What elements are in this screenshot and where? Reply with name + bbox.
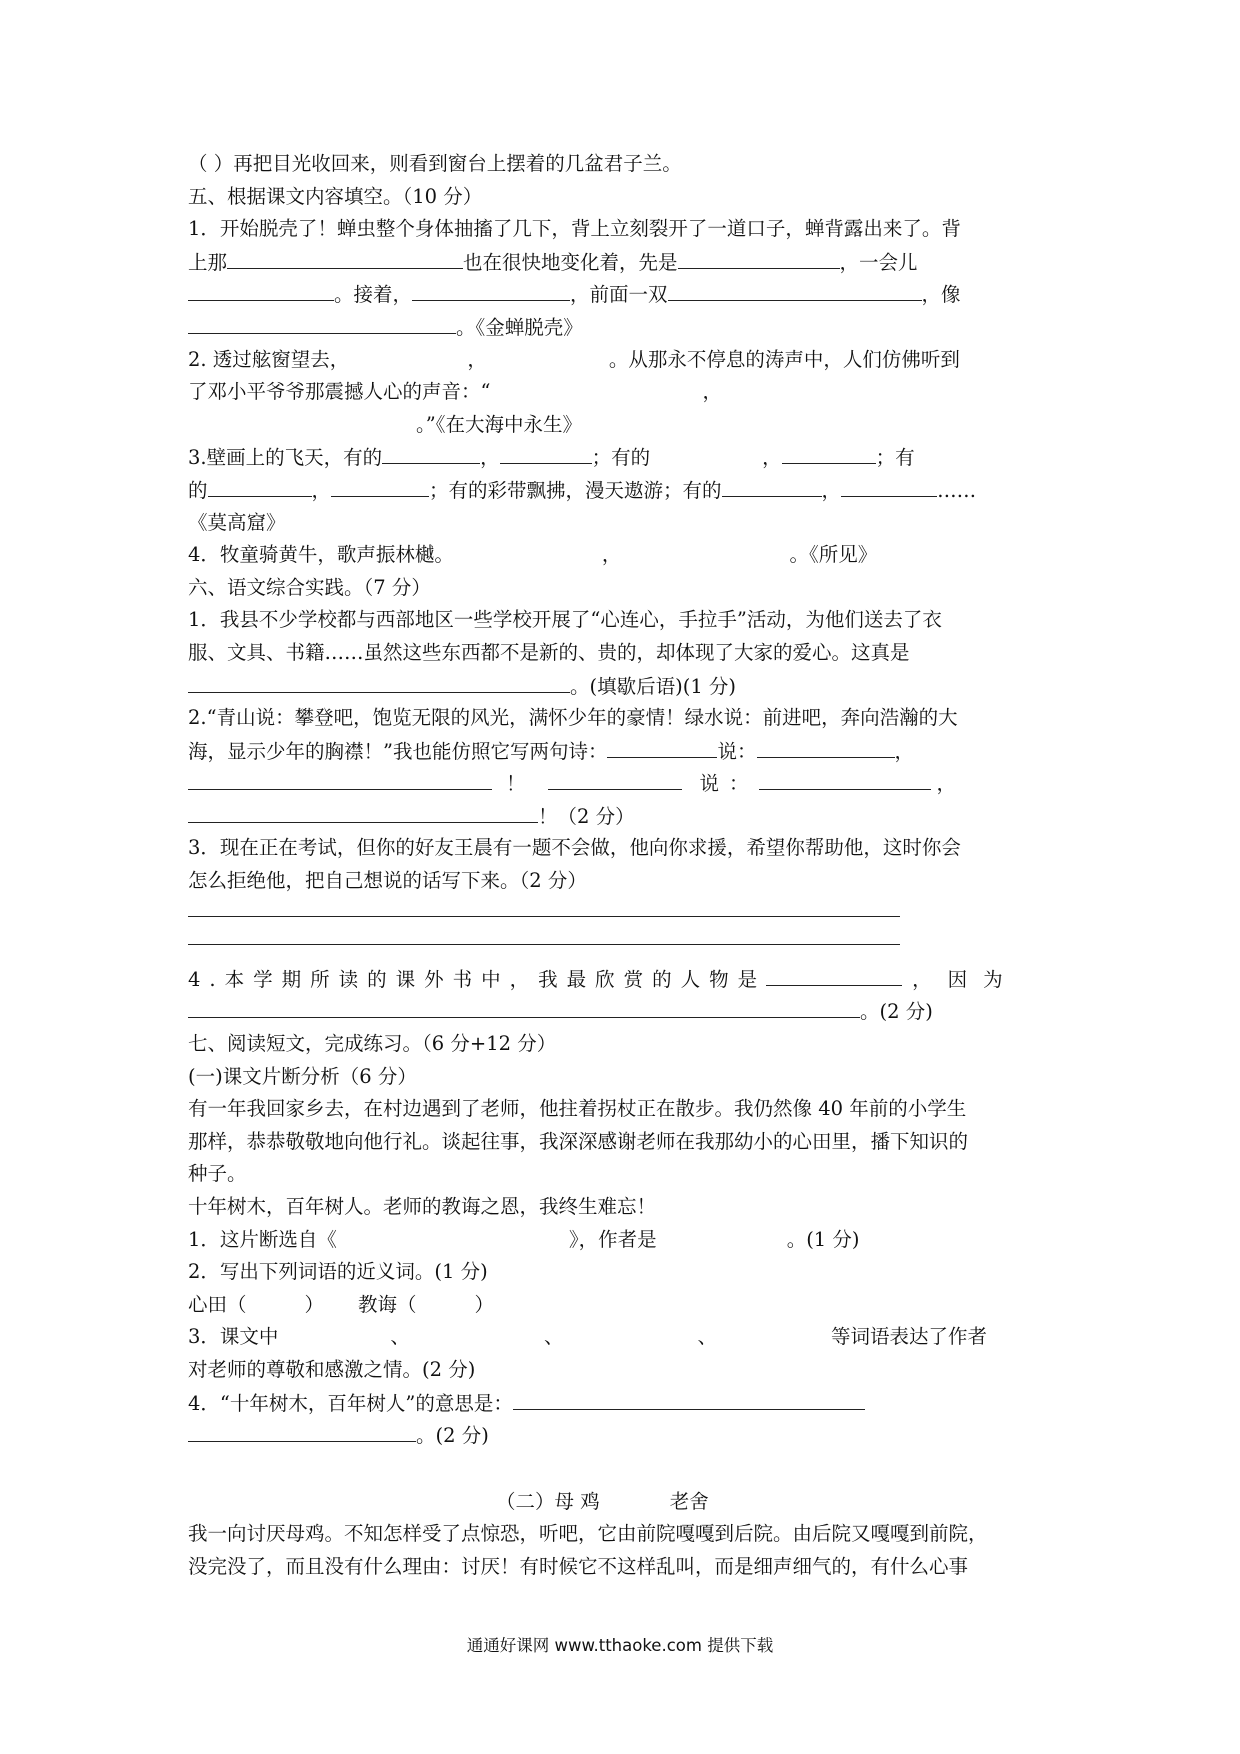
practice-2-line xyxy=(188,735,1058,768)
text: 服、文具、书籍……虽然这些东西都不是新的、贵的，却体现了大家的爱心。这真是 xyxy=(188,640,910,664)
text: 说 xyxy=(699,772,720,796)
text: ；有的彩带飘拂，漫天遨游；有的 xyxy=(429,478,722,502)
text: 3．课文中 xyxy=(188,1325,279,1349)
text: ！ xyxy=(506,772,526,796)
text: 五、根据课文内容填空。（10 分） xyxy=(188,184,483,208)
reading-question-2 xyxy=(188,1256,1058,1289)
answer-blank[interactable] xyxy=(331,474,429,497)
text: ，一会儿 xyxy=(839,250,918,274)
text: 。从那永不停息的涛声中，人们仿佛听到 xyxy=(608,347,960,371)
passage-line xyxy=(188,1518,1058,1551)
question-1-line xyxy=(188,278,1058,311)
question-1-line xyxy=(188,246,1058,279)
text: ） xyxy=(304,1292,325,1316)
text: 。《所见》 xyxy=(789,543,878,567)
text: （ ）再把目光收回来，则看到窗台上摆着的几盆君子兰。 xyxy=(188,152,682,175)
text: 》，作者是 xyxy=(568,1227,657,1251)
text: 教诲（ xyxy=(358,1292,417,1316)
question-3-line xyxy=(188,474,1058,507)
answer-blank[interactable] xyxy=(841,474,937,497)
subsection-title xyxy=(188,1061,1058,1094)
text: 种子。 xyxy=(188,1162,247,1186)
text: ， xyxy=(467,347,487,371)
text: 。(2 分) xyxy=(860,1000,933,1024)
reading-question-1 xyxy=(188,1224,1058,1257)
text: ， xyxy=(702,380,722,404)
text: 七、阅读短文，完成练习。（6 分+12 分） xyxy=(188,1032,557,1056)
text: 2. 透过舷窗望去， xyxy=(188,347,350,371)
text: (一)课文片断分析（6 分） xyxy=(188,1064,417,1088)
passage-title-text: （二）母 鸡 xyxy=(496,1489,600,1513)
practice-3-line xyxy=(188,832,1058,865)
question-3-line xyxy=(188,507,1058,540)
answer-blank[interactable] xyxy=(668,278,922,301)
text: ） xyxy=(474,1292,495,1316)
practice-2-line xyxy=(188,702,1058,735)
text: 。(1 分) xyxy=(786,1227,860,1251)
answer-blank[interactable] xyxy=(227,246,463,269)
text: 《莫高窟》 xyxy=(188,510,286,534)
section-title xyxy=(188,1028,1058,1061)
answer-blank[interactable] xyxy=(782,441,876,464)
answer-blank[interactable] xyxy=(500,441,592,464)
question-1-line xyxy=(188,213,1058,246)
text: ， xyxy=(480,446,500,470)
reading-line xyxy=(188,1191,1058,1224)
text: 十年树木，百年树人。老师的教诲之恩，我终生难忘！ xyxy=(188,1195,657,1218)
text: 3.壁画上的飞天，有的 xyxy=(188,446,383,470)
text: ！（2 分） xyxy=(538,804,635,828)
text: 。(填歇后语)(1 分) xyxy=(570,674,737,698)
answer-blank[interactable] xyxy=(412,278,570,301)
answer-blank[interactable] xyxy=(513,1387,865,1410)
text: 的 xyxy=(188,478,208,502)
text: ；有的 xyxy=(591,446,651,470)
practice-1-line xyxy=(188,637,1058,670)
text: 4．牧童骑黄牛，歌声振林樾。 xyxy=(188,543,454,567)
answer-blank[interactable] xyxy=(188,670,570,693)
answer-blank[interactable] xyxy=(757,735,895,758)
practice-3-line xyxy=(188,865,1058,898)
text: 、 xyxy=(543,1325,564,1349)
text: ，因为 xyxy=(912,967,1019,991)
text: 、 xyxy=(390,1325,410,1349)
answer-rule-line[interactable] xyxy=(188,930,1058,963)
text: 。”《在大海中永生》 xyxy=(416,412,582,436)
text: 没完没了，而且没有什么理由：讨厌！有时候它不这样乱叫，而是细声细气的，有什么心事 xyxy=(188,1554,969,1578)
text: 。《金蝉脱壳》 xyxy=(456,315,583,339)
reading-question-3 xyxy=(188,1354,1058,1387)
text: 那样，恭恭敬敬地向他行礼。谈起往事，我深深感谢老师在我那幼小的心田里，播下知识的 xyxy=(188,1129,969,1153)
answer-blank[interactable] xyxy=(678,246,840,269)
question-4-line xyxy=(188,539,1058,572)
answer-blank[interactable] xyxy=(188,995,860,1018)
passage-line xyxy=(188,1551,1058,1584)
text: ， xyxy=(821,478,842,502)
answer-blank[interactable] xyxy=(188,800,538,823)
text: ， xyxy=(601,543,622,567)
text: 心田（ xyxy=(188,1292,247,1316)
text: …… xyxy=(937,478,977,502)
practice-2-line xyxy=(188,800,1058,833)
reading-question-4 xyxy=(188,1387,1058,1420)
passage-title xyxy=(188,1486,1058,1519)
section-title xyxy=(188,181,1058,214)
reading-question-4 xyxy=(188,1419,1058,1452)
exam-page xyxy=(188,148,1058,1584)
reading-question-3 xyxy=(188,1321,1058,1354)
practice-1-line xyxy=(188,604,1058,637)
answer-rule-line[interactable] xyxy=(188,898,1058,931)
text: 上那 xyxy=(188,250,228,274)
text: 六、语文综合实践。（7 分） xyxy=(188,575,431,599)
answer-blank[interactable] xyxy=(607,735,717,758)
section-title xyxy=(188,572,1058,605)
text: ， xyxy=(311,478,332,502)
reading-line xyxy=(188,1093,1058,1126)
question-1-line xyxy=(188,311,1058,344)
reading-line xyxy=(188,1158,1058,1191)
practice-4-line xyxy=(188,963,1058,996)
text: 说： xyxy=(717,739,757,763)
question-2-line xyxy=(188,344,1058,377)
text: 1．我县不少学校都与西部地区一些学校开展了“心连心，手拉手”活动，为他们送去了衣 xyxy=(188,608,942,632)
text: 4.本学期所读的课外书中，我最欣赏的人物是 xyxy=(188,967,767,991)
text: 4．“十年树木，百年树人”的意思是： xyxy=(188,1391,513,1415)
text: 也在很快地变化着，先是 xyxy=(463,250,678,274)
text: 对老师的尊敬和感激之情。(2 分) xyxy=(188,1357,476,1381)
text: ： xyxy=(729,772,749,796)
text-line xyxy=(188,148,1058,181)
text: 2.“青山说：攀登吧，饱览无限的风光，满怀少年的豪情！绿水说：前进吧，奔向浩瀚的大 xyxy=(188,706,958,730)
answer-blank[interactable] xyxy=(766,963,902,986)
answer-blank[interactable] xyxy=(188,278,334,301)
question-3-line xyxy=(188,441,1058,474)
text: 3．现在正在考试，但你的好友王晨有一题不会做，他向你求援，希望你帮助他，这时你会 xyxy=(188,836,961,860)
text: 。接着， xyxy=(334,283,413,307)
answer-blank[interactable] xyxy=(188,767,492,790)
question-2-line xyxy=(188,376,1058,409)
text: 2．写出下列词语的近义词。(1 分) xyxy=(188,1260,488,1284)
text: 。(2 分) xyxy=(416,1424,489,1448)
text: 怎么拒绝他，把自己想说的话写下来。（2 分） xyxy=(188,869,587,893)
reading-line xyxy=(188,1126,1058,1159)
answer-blank[interactable] xyxy=(382,441,480,464)
answer-blank[interactable] xyxy=(188,311,456,334)
text: 1．这片断选自《 xyxy=(188,1227,337,1251)
text: 、 xyxy=(697,1325,717,1349)
text: ， xyxy=(894,739,915,763)
spacer xyxy=(188,1452,1058,1486)
text: 了邓小平爷爷那震撼人心的声音：“ xyxy=(188,380,491,404)
answer-blank[interactable] xyxy=(722,474,822,497)
answer-blank[interactable] xyxy=(208,474,312,497)
text: ；有 xyxy=(875,446,915,470)
text: ， xyxy=(936,772,957,796)
practice-4-line xyxy=(188,995,1058,1028)
text: 有一年我回家乡去，在村边遇到了老师，他拄着拐杖正在散步。我仍然像 40 年前的小学生 xyxy=(188,1097,967,1121)
question-2-line xyxy=(188,409,1058,442)
text: ， xyxy=(762,446,782,470)
practice-2-line xyxy=(188,767,1058,800)
text: ，像 xyxy=(921,283,961,307)
text: ，前面一双 xyxy=(570,283,668,307)
text: 1．开始脱壳了！蝉虫整个身体抽搐了几下，背上立刻裂开了一道口子，蝉背露出来了。背 xyxy=(188,217,961,241)
answer-blank[interactable] xyxy=(759,767,931,790)
text: 我一向讨厌母鸡。不知怎样受了点惊恐，听吧，它由前院嘎嘎到后院。由后院又嘎嘎到前院， xyxy=(188,1522,988,1546)
answer-blank[interactable] xyxy=(188,1419,416,1442)
answer-blank[interactable] xyxy=(548,767,682,790)
page-footer: 通通好课网 www.tthaoke.com 提供下载 xyxy=(466,1636,774,1655)
text: 等词语表达了作者 xyxy=(830,1325,987,1349)
reading-question-2 xyxy=(188,1289,1058,1322)
text: 海，显示少年的胸襟！”我也能仿照它写两句诗： xyxy=(188,739,608,763)
practice-1-line xyxy=(188,670,1058,703)
passage-author: 老舍 xyxy=(669,1489,709,1513)
